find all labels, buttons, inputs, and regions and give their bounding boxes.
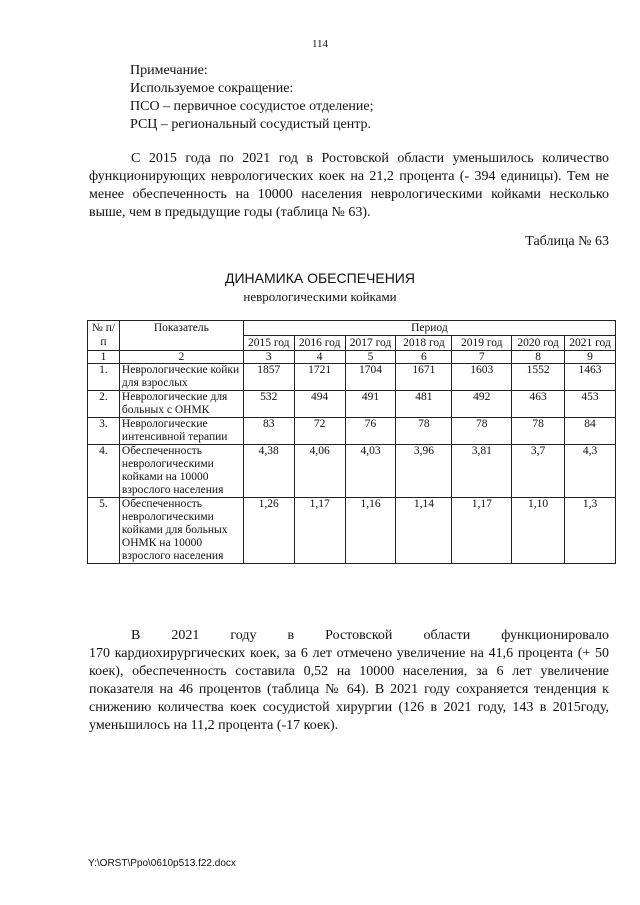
col-number: 3 [243, 351, 294, 364]
header-year: 2015 год [243, 336, 294, 351]
note-block [130, 62, 374, 134]
word: функционировало [501, 628, 609, 643]
header-indicator: Показатель [119, 321, 243, 351]
header-year: 2020 год [512, 336, 565, 351]
row-value: 84 [565, 418, 616, 445]
paragraph-first-line [89, 627, 609, 645]
table-label: Таблица № 63 [525, 234, 609, 249]
paragraph-cardiac-beds [89, 627, 609, 735]
row-value: 78 [396, 418, 452, 445]
header-year: 2016 год [294, 336, 345, 351]
row-value: 78 [512, 418, 565, 445]
row-value: 492 [452, 391, 512, 418]
row-no: 2. [88, 391, 120, 418]
word: области [423, 628, 471, 643]
row-no: 3. [88, 418, 120, 445]
col-number: 7 [452, 351, 512, 364]
row-value: 532 [243, 391, 294, 418]
note-line: Примечание: [130, 63, 208, 78]
row-value: 1,17 [294, 498, 345, 564]
row-value: 1,17 [452, 498, 512, 564]
row-value: 1721 [294, 364, 345, 391]
row-value: 1,3 [565, 498, 616, 564]
paragraph-bed-reduction: С 2015 года по 2021 год в Ростовской области уменьшилось количество функционирующих неврологических коек на 21,2 процента (- 394 единицы). Тем не менее обеспеченность на 10000 населения неврологическими койками несколько выше, чем в предыдущие годы (таблица № 63). [89, 151, 609, 220]
row-no: 1. [88, 364, 120, 391]
word: 2021 [171, 628, 200, 643]
row-value: 1,26 [243, 498, 294, 564]
table-row [88, 418, 616, 445]
row-value: 78 [452, 418, 512, 445]
row-name: Неврологические интенсивной терапии [119, 418, 243, 445]
row-value: 1704 [345, 364, 396, 391]
word: Ростовской [325, 628, 393, 643]
row-no: 4. [88, 445, 120, 498]
word: в [287, 628, 295, 643]
row-value: 494 [294, 391, 345, 418]
col-number: 5 [345, 351, 396, 364]
table-row [88, 445, 616, 498]
row-value: 453 [565, 391, 616, 418]
row-value: 4,3 [565, 445, 616, 498]
neuro-beds-table [87, 320, 616, 564]
row-value: 3,96 [396, 445, 452, 498]
row-value: 72 [294, 418, 345, 445]
header-year: 2018 год [396, 336, 452, 351]
col-number: 1 [88, 351, 120, 364]
header-year: 2021 год [565, 336, 616, 351]
table-row [88, 391, 616, 418]
row-value: 1603 [452, 364, 512, 391]
note-line: ПСО – первичное сосудистое отделение; [130, 99, 374, 114]
header-year: 2019 год [452, 336, 512, 351]
row-no: 5. [88, 498, 120, 564]
row-value: 4,38 [243, 445, 294, 498]
row-value: 76 [345, 418, 396, 445]
page-number: 114 [311, 38, 329, 50]
row-value: 4,03 [345, 445, 396, 498]
table-title: ДИНАМИКА ОБЕСПЕЧЕНИЯ [225, 270, 415, 286]
col-number: 9 [565, 351, 616, 364]
col-number: 2 [119, 351, 243, 364]
paragraph-rest: 170 кардиохирургических коек, за 6 лет отмечено увеличение на 41,6 процента (+ 50 коек), обеспеченность составила 0,52 на 10000 населения, за 6 лет увеличение показателя на 46 процентов (таблица № 64). В 2021 году сохраняется тенденция к снижению количества коек сосудистой хирургии (126 в 2021 году, 143 в 2015году, уменьшилось на 11,2 процента (-17 коек). [89, 646, 609, 733]
col-number: 4 [294, 351, 345, 364]
header-year: 2017 год [345, 336, 396, 351]
header-period: Период [243, 321, 615, 336]
table-row [88, 498, 616, 564]
col-number: 8 [512, 351, 565, 364]
table-row [88, 364, 616, 391]
note-line: РСЦ – региональный сосудистый центр. [130, 117, 371, 132]
row-value: 1857 [243, 364, 294, 391]
row-value: 1,16 [345, 498, 396, 564]
row-value: 463 [512, 391, 565, 418]
row-value: 491 [345, 391, 396, 418]
word: году [230, 628, 257, 643]
row-value: 4,06 [294, 445, 345, 498]
row-value: 1,10 [512, 498, 565, 564]
row-value: 1671 [396, 364, 452, 391]
row-value: 1552 [512, 364, 565, 391]
col-number: 6 [396, 351, 452, 364]
row-name: Неврологические койки для взрослых [119, 364, 243, 391]
row-value: 1,14 [396, 498, 452, 564]
table-subtitle: неврологическими койками [243, 289, 397, 304]
row-name: Обеспеченность неврологическими койками для больных ОНМК на 10000 взрослого населения [119, 498, 243, 564]
word: В [131, 628, 141, 643]
row-value: 3,81 [452, 445, 512, 498]
row-value: 1463 [565, 364, 616, 391]
note-line: Используемое сокращение: [130, 81, 294, 96]
row-value: 3,7 [512, 445, 565, 498]
file-path-footer: Y:\ORST\Ppo\0610p513.f22.docx [88, 858, 236, 869]
row-name: Неврологические для больных с ОНМК [119, 391, 243, 418]
row-value: 83 [243, 418, 294, 445]
header-no: № п/п [88, 321, 120, 351]
row-value: 481 [396, 391, 452, 418]
row-name: Обеспеченность неврологическими койками на 10000 взрослого населения [119, 445, 243, 498]
